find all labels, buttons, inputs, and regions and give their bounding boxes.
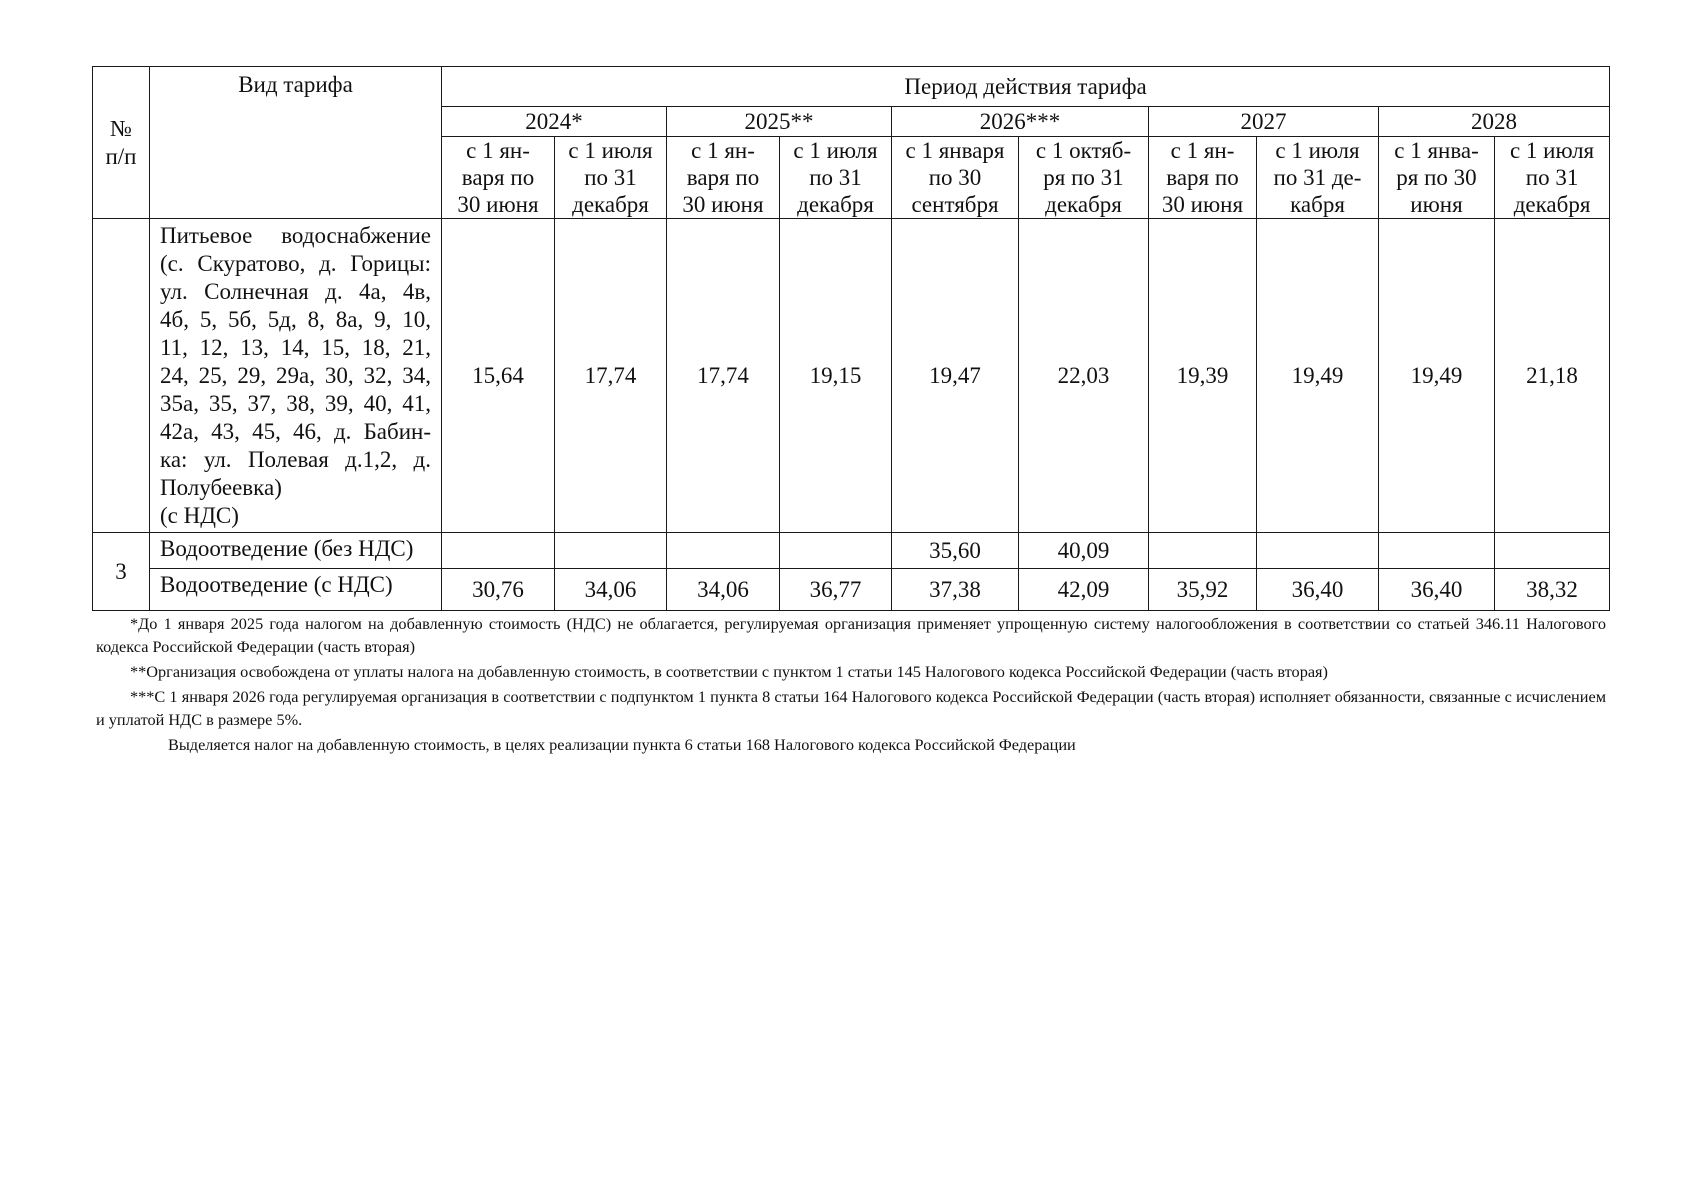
header-number-line1: №: [110, 115, 132, 141]
header-subperiod-line: 30 июня: [457, 192, 539, 217]
value-cell: 19,49: [1379, 219, 1495, 533]
header-subperiod: [892, 137, 1019, 219]
value-cell: 17,74: [555, 219, 667, 533]
value-cell: 34,06: [555, 569, 667, 611]
value-cell: 30,76: [442, 569, 555, 611]
value-cell: 38,32: [1495, 569, 1610, 611]
row-number: 3: [93, 533, 150, 611]
footnote-2: **Организация освобождена от уплаты налога на добавленную стоимость, в соответствии с пунктом 1 статьи 145 Налогового кодекса Российской Федерации (часть вторая): [130, 662, 1328, 681]
row-description-line: (с НДС): [160, 503, 239, 528]
value-cell: 22,03: [1019, 219, 1149, 533]
footnote-1: *До 1 января 2025 года налогом на добавленную стоимость (НДС) не облагается, регулируемая организация применяет упрощенную систему налогообложения в соответствии со статьей 346.11 Налогового кодекса Российской Федерации (часть вторая): [96, 614, 1606, 656]
header-tariff-type: Вид тарифа: [150, 67, 442, 219]
value-cell: 36,40: [1379, 569, 1495, 611]
header-subperiod-line: декабря: [797, 192, 874, 217]
header-subperiod-line: варя по: [1166, 165, 1239, 190]
value-cell: 15,64: [442, 219, 555, 533]
row-description-line: ул. Солнечная д. 4а, 4в,: [160, 279, 431, 304]
header-year-2025: 2025**: [667, 107, 892, 137]
footnote-vat-note: Выделяется налог на добавленную стоимость, в целях реализации пункта 6 статьи 168 Налогового кодекса Российской Федерации: [168, 735, 1076, 754]
value-cell: [555, 533, 667, 569]
header-subperiod-line: с 1 ян-: [691, 138, 755, 163]
header-subperiod-line: по 31: [1525, 165, 1579, 190]
header-subperiod-line: по 30: [928, 165, 982, 190]
header-subperiod-line: с 1 июля: [1275, 138, 1360, 163]
header-subperiod: [1149, 137, 1257, 219]
value-cell: [780, 533, 892, 569]
header-subperiod-line: с 1 янва-: [1394, 138, 1479, 163]
header-subperiod: [1257, 137, 1379, 219]
row-description: Водоотведение (без НДС): [150, 533, 442, 569]
header-year-2024: 2024*: [442, 107, 667, 137]
header-number-line2: п/п: [105, 143, 137, 169]
value-cell: 40,09: [1019, 533, 1149, 569]
header-subperiod-line: июня: [1410, 192, 1463, 217]
header-subperiod: [1019, 137, 1149, 219]
header-number: [93, 67, 150, 219]
header-subperiod-line: декабря: [572, 192, 649, 217]
value-cell: 17,74: [667, 219, 780, 533]
header-subperiod-line: сентября: [911, 192, 999, 217]
value-cell: 19,15: [780, 219, 892, 533]
tariff-table: [92, 66, 1610, 611]
value-cell: [442, 533, 555, 569]
row-description-line: Питьевое водоснабжение: [160, 223, 431, 248]
header-year-2026: 2026***: [892, 107, 1149, 137]
footnote-3: ***С 1 января 2026 года регулируемая организация в соответствии с подпунктом 1 пункта 8 статьи 164 Налогового кодекса Российской Федерации (часть вторая) исполняет обязанности, связанные с исчислением и уплатой НДС в размере 5%.: [96, 687, 1606, 729]
value-cell: 21,18: [1495, 219, 1610, 533]
value-cell: 35,60: [892, 533, 1019, 569]
header-subperiod: [555, 137, 667, 219]
header-subperiod: [442, 137, 555, 219]
row-number: [93, 219, 150, 533]
row-description-line: 42а, 43, 45, 46, д. Бабин-: [160, 419, 431, 444]
row-description-line: 35а, 35, 37, 38, 39, 40, 41,: [160, 391, 431, 416]
header-subperiod-line: ря по 30: [1396, 165, 1477, 190]
row-description: Водоотведение (с НДС): [150, 569, 442, 611]
value-cell: [1379, 533, 1495, 569]
footnotes: [96, 612, 1606, 758]
header-subperiod-line: по 31 де-: [1273, 165, 1362, 190]
row-description: [150, 219, 442, 533]
row-description-line: 11, 12, 13, 14, 15, 18, 21,: [160, 335, 431, 360]
value-cell: [1257, 533, 1379, 569]
row-description-line: Полубеевка): [160, 475, 282, 500]
header-period: Период действия тарифа: [442, 67, 1610, 107]
value-cell: 19,47: [892, 219, 1019, 533]
header-subperiod-line: варя по: [461, 165, 535, 190]
header-subperiod-line: с 1 ян-: [466, 138, 530, 163]
value-cell: 19,39: [1149, 219, 1257, 533]
header-subperiod-line: варя по: [686, 165, 760, 190]
header-subperiod-line: с 1 июля: [568, 138, 653, 163]
value-cell: 36,77: [780, 569, 892, 611]
header-subperiod: [667, 137, 780, 219]
table-row: [93, 569, 1610, 611]
header-subperiod-line: с 1 января: [905, 138, 1005, 163]
row-description-line: ка: ул. Полевая д.1,2, д.: [160, 447, 431, 472]
value-cell: [1495, 533, 1610, 569]
header-subperiod-line: 30 июня: [682, 192, 764, 217]
value-cell: 37,38: [892, 569, 1019, 611]
value-cell: 42,09: [1019, 569, 1149, 611]
value-cell: 36,40: [1257, 569, 1379, 611]
header-subperiod-line: с 1 июля: [793, 138, 878, 163]
header-subperiod-line: декабря: [1513, 192, 1591, 217]
header-subperiod: [1379, 137, 1495, 219]
header-subperiod-line: по 31: [584, 165, 637, 190]
row-description-line: 4б, 5, 5б, 5д, 8, 8а, 9, 10,: [160, 307, 431, 332]
row-description-line: 24, 25, 29, 29а, 30, 32, 34,: [160, 363, 431, 388]
table-row: [93, 533, 1610, 569]
row-description-line: (с. Скуратово, д. Горицы:: [160, 251, 431, 276]
value-cell: [667, 533, 780, 569]
header-subperiod-line: декабря: [1045, 192, 1122, 217]
header-subperiod-line: ря по 31: [1043, 165, 1124, 190]
header-subperiod-line: 30 июня: [1161, 192, 1244, 217]
header-subperiod-line: кабря: [1290, 192, 1345, 217]
value-cell: 19,49: [1257, 219, 1379, 533]
header-year-2027: 2027: [1149, 107, 1379, 137]
header-subperiod: [780, 137, 892, 219]
header-subperiod-line: с 1 октяб-: [1035, 138, 1132, 163]
header-subperiod-line: с 1 ян-: [1170, 138, 1235, 163]
value-cell: 34,06: [667, 569, 780, 611]
value-cell: 35,92: [1149, 569, 1257, 611]
header-subperiod-line: по 31: [809, 165, 862, 190]
header-year-2028: 2028: [1379, 107, 1610, 137]
table-row: [93, 219, 1610, 533]
header-subperiod: [1495, 137, 1610, 219]
header-subperiod-line: с 1 июля: [1509, 138, 1595, 163]
value-cell: [1149, 533, 1257, 569]
